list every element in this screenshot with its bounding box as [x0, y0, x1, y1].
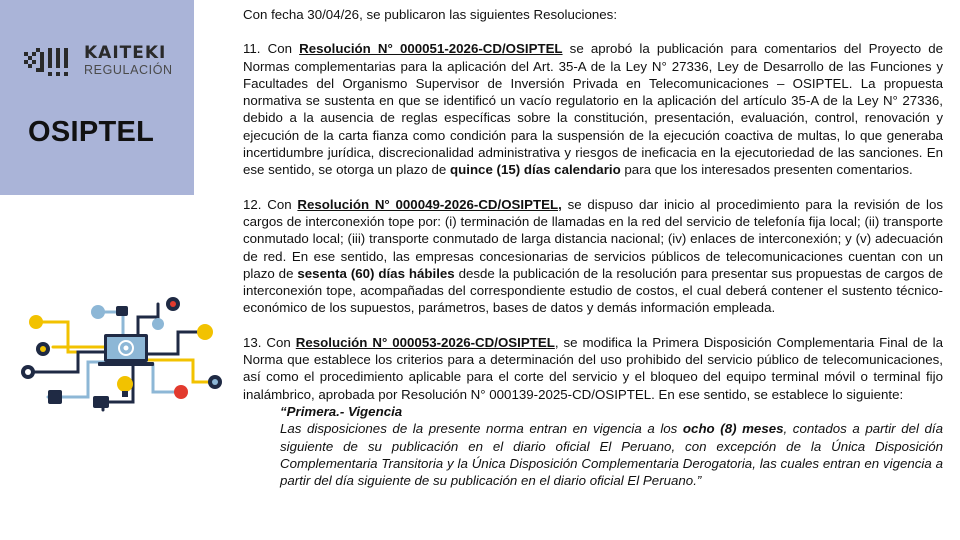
resolution-item [243, 334, 943, 403]
item-text-end: para que los interesados presenten comentarios. [620, 162, 913, 178]
item-number: 11. Con [243, 41, 300, 57]
resolution-item [243, 196, 943, 317]
item-deadline: sesenta (60) días hábiles [297, 265, 455, 281]
intro-text: Con fecha 30/04/26, se publicaron las siguientes Resoluciones: [243, 7, 618, 22]
brand-panel [0, 0, 194, 195]
item-text: se dispuso dar inicio al procedimiento para la revisión de los cargos de interconexión tope por: (i) terminación de llamadas en la red del servicio de telefonía fija local; (ii) transporte conmutado local; (iii) transporte conmutado de larga distancia nacional; (iv) enlaces de interconexión; y (v) adecuación de red. En ese sentido, las empresas concesionarias de servicios públicos de telecomunicaciones cuentan con un plazo de [243, 196, 943, 281]
resolution-link[interactable]: Resolución N° 000051-2026-CD/OSIPTEL [299, 41, 563, 57]
item-text: , se modifica la Primera Disposición Complementaria Final de la Norma que establece los criterios para a determinación del uso prohibido del servicio público de telecomunicaciones, así como el procedimiento aplicable para el corte del servicio y el bloqueo del equipo terminal móvil o terminal fijo inalámbrico, aprobada por Resolución N° 000139-2025-CD/OSIPTEL. En ese sentido, se establece lo siguiente: [243, 334, 943, 402]
document-body [243, 6, 943, 489]
brand-subtitle: REGULACIÓN [84, 63, 173, 78]
quote-title: “Primera.- Vigencia [280, 403, 403, 419]
item-text: se aprobó la publicación para comentarios del Proyecto de Normas complementarias para la aplicación del Art. 35-A de la Ley N° 27336, Ley de Desarrollo de las Funciones y Facultades del Organismo Supervisor de Inversión Privada en Telecomunicaciones – OSIPTEL. La propuesta normativa se sustenta en que se identificó un vacío regulatorio en la aplicación del artículo 35-A de la Ley N° 27336, debido a la ausencia de reglas específicas sobre la constitución, presentación, evaluación, control, renovación y ejecución de la carta fianza como condición para la suspensión de la ejecución coactiva de multas, lo que generaba incertidumbre jurídica, discrecionalidad administrativa y riesgos de ineficacia en la ejecutoriedad de las sanciones. En ese sentido, se otorga un plazo de [243, 41, 944, 178]
item-deadline: quince (15) días calendario [450, 162, 621, 178]
kaiteki-logo [24, 44, 173, 78]
quote-text-end: , contados a partir del día siguiente de su publicación en el diario oficial El Peruano, con excepción de la Única Disposición Complementaria Transitoria y la Única Disposición Complementaria Derogatoria, las cuales entran en vigencia a partir del día siguiente de su publicación en el diario oficial El Peruano.” [280, 421, 944, 489]
resolution-item [243, 40, 943, 178]
quote-text: Las disposiciones de la presente norma entran en vigencia a los [280, 421, 683, 437]
kaiteki-logo-mark-icon [24, 44, 78, 78]
quote-body [280, 420, 943, 489]
quote-deadline: ocho (8) meses [682, 421, 784, 437]
brand-name: KAITEKI [84, 43, 167, 64]
org-title: OSIPTEL [28, 116, 155, 148]
network-illustration [8, 292, 226, 422]
resolution-link[interactable]: Resolución N° 000049-2026-CD/OSIPTEL, [297, 196, 562, 212]
resolution-link[interactable]: Resolución N° 000053-2026-CD/OSIPTEL [295, 334, 555, 350]
item-text-end: desde la publicación de la resolución para presentar sus propuestas de cargos de interconexión tope, acompañadas del correspondiente estudio de costos, el cual deberá contener el sustento técnico-económico de los supuestos, parámetros, bases de datos y demás información empleada. [243, 265, 943, 316]
item-number: 12. Con [243, 196, 298, 212]
item-number: 13. Con [243, 334, 296, 350]
